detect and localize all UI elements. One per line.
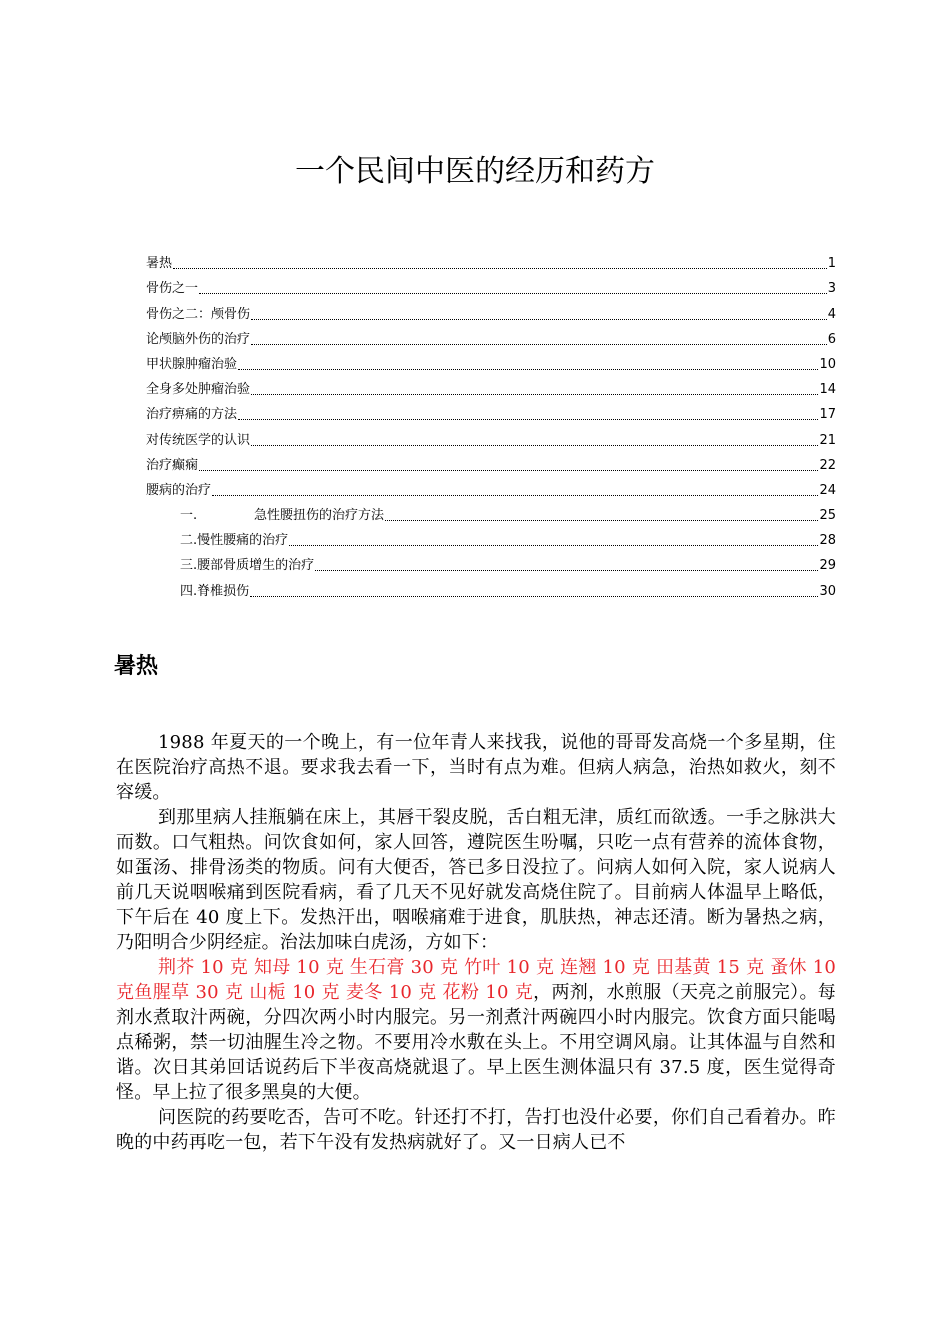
toc-entry-5[interactable] bbox=[146, 349, 836, 374]
toc-label: 暑热 bbox=[146, 256, 173, 272]
toc-entry-1[interactable] bbox=[146, 248, 836, 273]
prescription-instructions: ，两剂，水煎服（天亮之前服完）。每剂水煮取汁两碗，分四次两小时内服完。另一剂煮汁两碗四小时内服完。饮食方面只能喝点稀粥，禁一切油腥生冷之物。不要用冷水敷在头上。不用空调风扇。让其体温与自然和谐。次日其弟回话说药后下半夜高烧就退了。早上医生测体温只有 37.5 度，医生觉得奇怪。早上拉了很多黑臭的大便。 bbox=[116, 982, 837, 1103]
toc-page-number: 30 bbox=[819, 583, 836, 599]
toc-leader bbox=[199, 293, 827, 294]
toc-label: 四.脊椎损伤 bbox=[180, 583, 250, 599]
toc-label: 治疗痹痛的方法 bbox=[146, 407, 238, 423]
toc-label: 全身多处肿瘤治验 bbox=[146, 382, 251, 398]
toc-sub-label: 急性腰扭伤的治疗方法 bbox=[254, 508, 385, 524]
toc-entry-7[interactable] bbox=[146, 399, 836, 424]
toc-page-number: 21 bbox=[819, 432, 836, 448]
toc-page-number: 28 bbox=[819, 533, 836, 549]
toc-subentry-4[interactable] bbox=[146, 575, 836, 600]
toc-page-number: 10 bbox=[819, 356, 836, 372]
toc-leader bbox=[238, 369, 818, 370]
document-title: 一个民间中医的经历和药方 bbox=[295, 154, 655, 189]
toc-page-number: 22 bbox=[819, 457, 836, 473]
paragraph-1: 1988 年夏天的一个晚上，有一位年青人来找我，说他的哥哥发高烧一个多星期，住在医院治疗高热不退。要求我去看一下，当时有点为难。但病人病急，治热如救火，刻不容缓。 bbox=[116, 732, 836, 803]
toc-label: 对传统医学的认识 bbox=[146, 432, 251, 448]
toc-leader bbox=[250, 596, 818, 597]
toc-page-number: 25 bbox=[819, 508, 836, 524]
toc-leader bbox=[251, 344, 827, 345]
toc-leader bbox=[238, 419, 818, 420]
toc-entry-2[interactable] bbox=[146, 273, 836, 298]
toc-entry-8[interactable] bbox=[146, 424, 836, 449]
toc-page-number: 24 bbox=[819, 482, 836, 498]
toc-page-number: 6 bbox=[827, 331, 836, 347]
body-text bbox=[116, 730, 836, 1155]
toc-leader bbox=[251, 319, 827, 320]
toc-entry-10[interactable] bbox=[146, 475, 836, 500]
toc-entry-6[interactable] bbox=[146, 374, 836, 399]
toc-leader bbox=[289, 545, 818, 546]
toc-label: 腰病的治疗 bbox=[146, 482, 212, 498]
toc-page-number: 3 bbox=[827, 281, 836, 297]
paragraph-3 bbox=[116, 955, 836, 1105]
toc-page-number: 29 bbox=[819, 558, 836, 574]
toc-label bbox=[180, 507, 384, 525]
toc-leader bbox=[251, 445, 818, 446]
paragraph-4: 问医院的药要吃否，告可不吃。针还打不打，告打也没什必要，你们自己看着办。昨晚的中药再吃一包，若下午没有发热病就好了。又一日病人已不 bbox=[116, 1107, 836, 1153]
toc-page-number: 1 bbox=[827, 256, 836, 272]
table-of-contents bbox=[146, 248, 836, 601]
toc-subentry-2[interactable] bbox=[146, 525, 836, 550]
toc-label: 二.慢性腰痛的治疗 bbox=[180, 533, 289, 549]
toc-subentry-3[interactable] bbox=[146, 550, 836, 575]
toc-entry-4[interactable] bbox=[146, 324, 836, 349]
section-heading: 暑热 bbox=[114, 654, 159, 679]
toc-entry-3[interactable] bbox=[146, 298, 836, 323]
toc-leader bbox=[315, 570, 818, 571]
toc-subentry-1[interactable] bbox=[146, 500, 836, 525]
toc-page-number: 14 bbox=[819, 382, 836, 398]
toc-label: 治疗癫痫 bbox=[146, 457, 199, 473]
toc-leader bbox=[251, 394, 818, 395]
prescription-text: 荆芥 10 克 知母 10 克 生石膏 30 克 竹叶 10 克 连翘 10 克 田基黄 15 克 蚤休 10 克鱼腥草 30 克 山栀 10 克 麦冬 10 克 花粉 10 克 bbox=[116, 957, 836, 1003]
toc-page-number: 17 bbox=[819, 407, 836, 423]
toc-label: 骨伤之二：颅骨伤 bbox=[146, 306, 251, 322]
toc-leader bbox=[212, 495, 818, 496]
toc-leader bbox=[173, 268, 827, 269]
toc-label: 甲状腺肿瘤治验 bbox=[146, 356, 238, 372]
toc-label: 论颅脑外伤的治疗 bbox=[146, 331, 251, 347]
toc-leader bbox=[199, 470, 818, 471]
toc-label: 三.腰部骨质增生的治疗 bbox=[180, 558, 315, 574]
toc-label: 骨伤之一 bbox=[146, 281, 199, 297]
toc-sub-number: 一. bbox=[180, 508, 198, 524]
toc-leader bbox=[385, 520, 818, 521]
paragraph-2: 到那里病人挂瓶躺在床上，其唇干裂皮脱，舌白粗无津，质红而欲透。一手之脉洪大而数。口气粗热。问饮食如何，家人回答，遵院医生吩嘱，只吃一点有营养的流体食物，如蛋汤、排骨汤类的物质。问有大便否，答已多日没拉了。问病人如何入院，家人说病人前几天说咽喉痛到医院看病，看了几天不见好就发高烧住院了。目前病人体温早上略低，下午后在 40 度上下。发热汗出，咽喉痛难于进食，肌肤热，神志还清。断为暑热之病，乃阳明合少阴经症。治法加味白虎汤，方如下： bbox=[116, 807, 836, 953]
toc-entry-9[interactable] bbox=[146, 450, 836, 475]
toc-page-number: 4 bbox=[827, 306, 836, 322]
